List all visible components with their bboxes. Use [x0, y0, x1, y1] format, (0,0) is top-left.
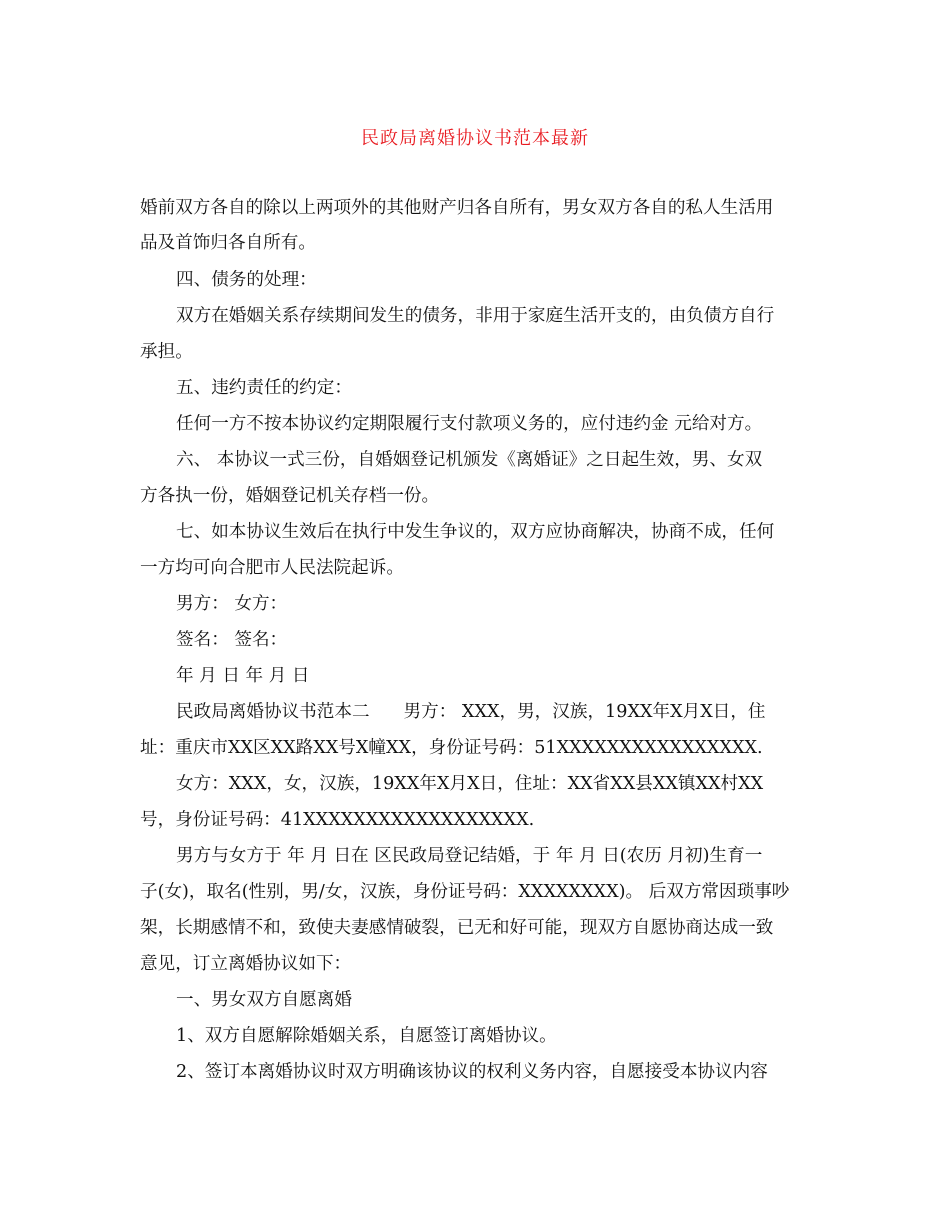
paragraph-line: 七、如本协议生效后在执行中发生争议的，双方应协商解决，协商不成，任何 — [176, 522, 775, 542]
paragraph-line: 号，身份证号码：41XXXXXXXXXXXXXXXXXX. — [140, 810, 535, 830]
signature-name-line: 签名： 签名： — [176, 630, 288, 650]
template-two-title: 民政局离婚协议书范本二 — [176, 702, 370, 722]
paragraph-line: 1、双方自愿解除婚姻关系，自愿签订离婚协议。 — [176, 1026, 557, 1046]
paragraph-line: 品及首饰归各自所有。 — [140, 233, 316, 253]
paragraph-line: 一方均可向合肥市人民法院起诉。 — [140, 558, 404, 578]
document-title: 民政局离婚协议书范本最新 — [361, 128, 589, 149]
template-two-line — [176, 700, 766, 724]
paragraph-line: 意见，订立离婚协议如下： — [140, 954, 352, 974]
paragraph-line: 六、 本协议一式三份，自婚姻登记机颁发《离婚证》之日起生效，男、女双 — [176, 450, 763, 470]
signature-party-line: 男方： 女方： — [176, 594, 288, 614]
paragraph-line: 承担。 — [140, 342, 193, 362]
paragraph-line: 女方：XXX，女，汉族，19XX年X月X日，住址：XX省XX县XX镇XX村XX — [176, 774, 764, 794]
paragraph-line: 架，长期感情不和，致使夫妻感情破裂，已无和好可能，现双方自愿协商达成一致 — [140, 918, 774, 938]
paragraph-line: 2、签订本离婚协议时双方明确该协议的权利义务内容，自愿接受本协议内容 — [176, 1062, 768, 1082]
signature-date-line: 年 月 日 年 月 日 — [176, 666, 310, 686]
man-info-start: 男方： XXX，男，汉族，19XX年X月X日，住 — [403, 702, 766, 722]
paragraph-line: 男方与女方于 年 月 日在 区民政局登记结婚，于 年 月 日(农历 月初)生育一 — [176, 846, 763, 866]
section-heading: 四、债务的处理： — [176, 270, 317, 290]
section-heading: 一、男女双方自愿离婚 — [176, 990, 352, 1010]
section-heading: 五、违约责任的约定： — [176, 378, 352, 398]
paragraph-line: 任何一方不按本协议约定期限履行支付款项义务的，应付违约金 元给对方。 — [176, 414, 763, 434]
paragraph-line: 子(女)，取名(性别，男/女，汉族，身份证号码：XXXXXXXX)。 后双方常因琐事吵 — [140, 882, 790, 902]
paragraph-line: 方各执一份，婚姻登记机关存档一份。 — [140, 486, 440, 506]
paragraph-line: 址：重庆市XX区XX路XX号X幢XX，身份证号码：51XXXXXXXXXXXXXXXX. — [140, 738, 763, 758]
paragraph-line: 婚前双方各自的除以上两项外的其他财产归各自所有，男女双方各自的私人生活用 — [140, 198, 774, 218]
paragraph-line: 双方在婚姻关系存续期间发生的债务，非用于家庭生活开支的，由负债方自行 — [176, 306, 775, 326]
